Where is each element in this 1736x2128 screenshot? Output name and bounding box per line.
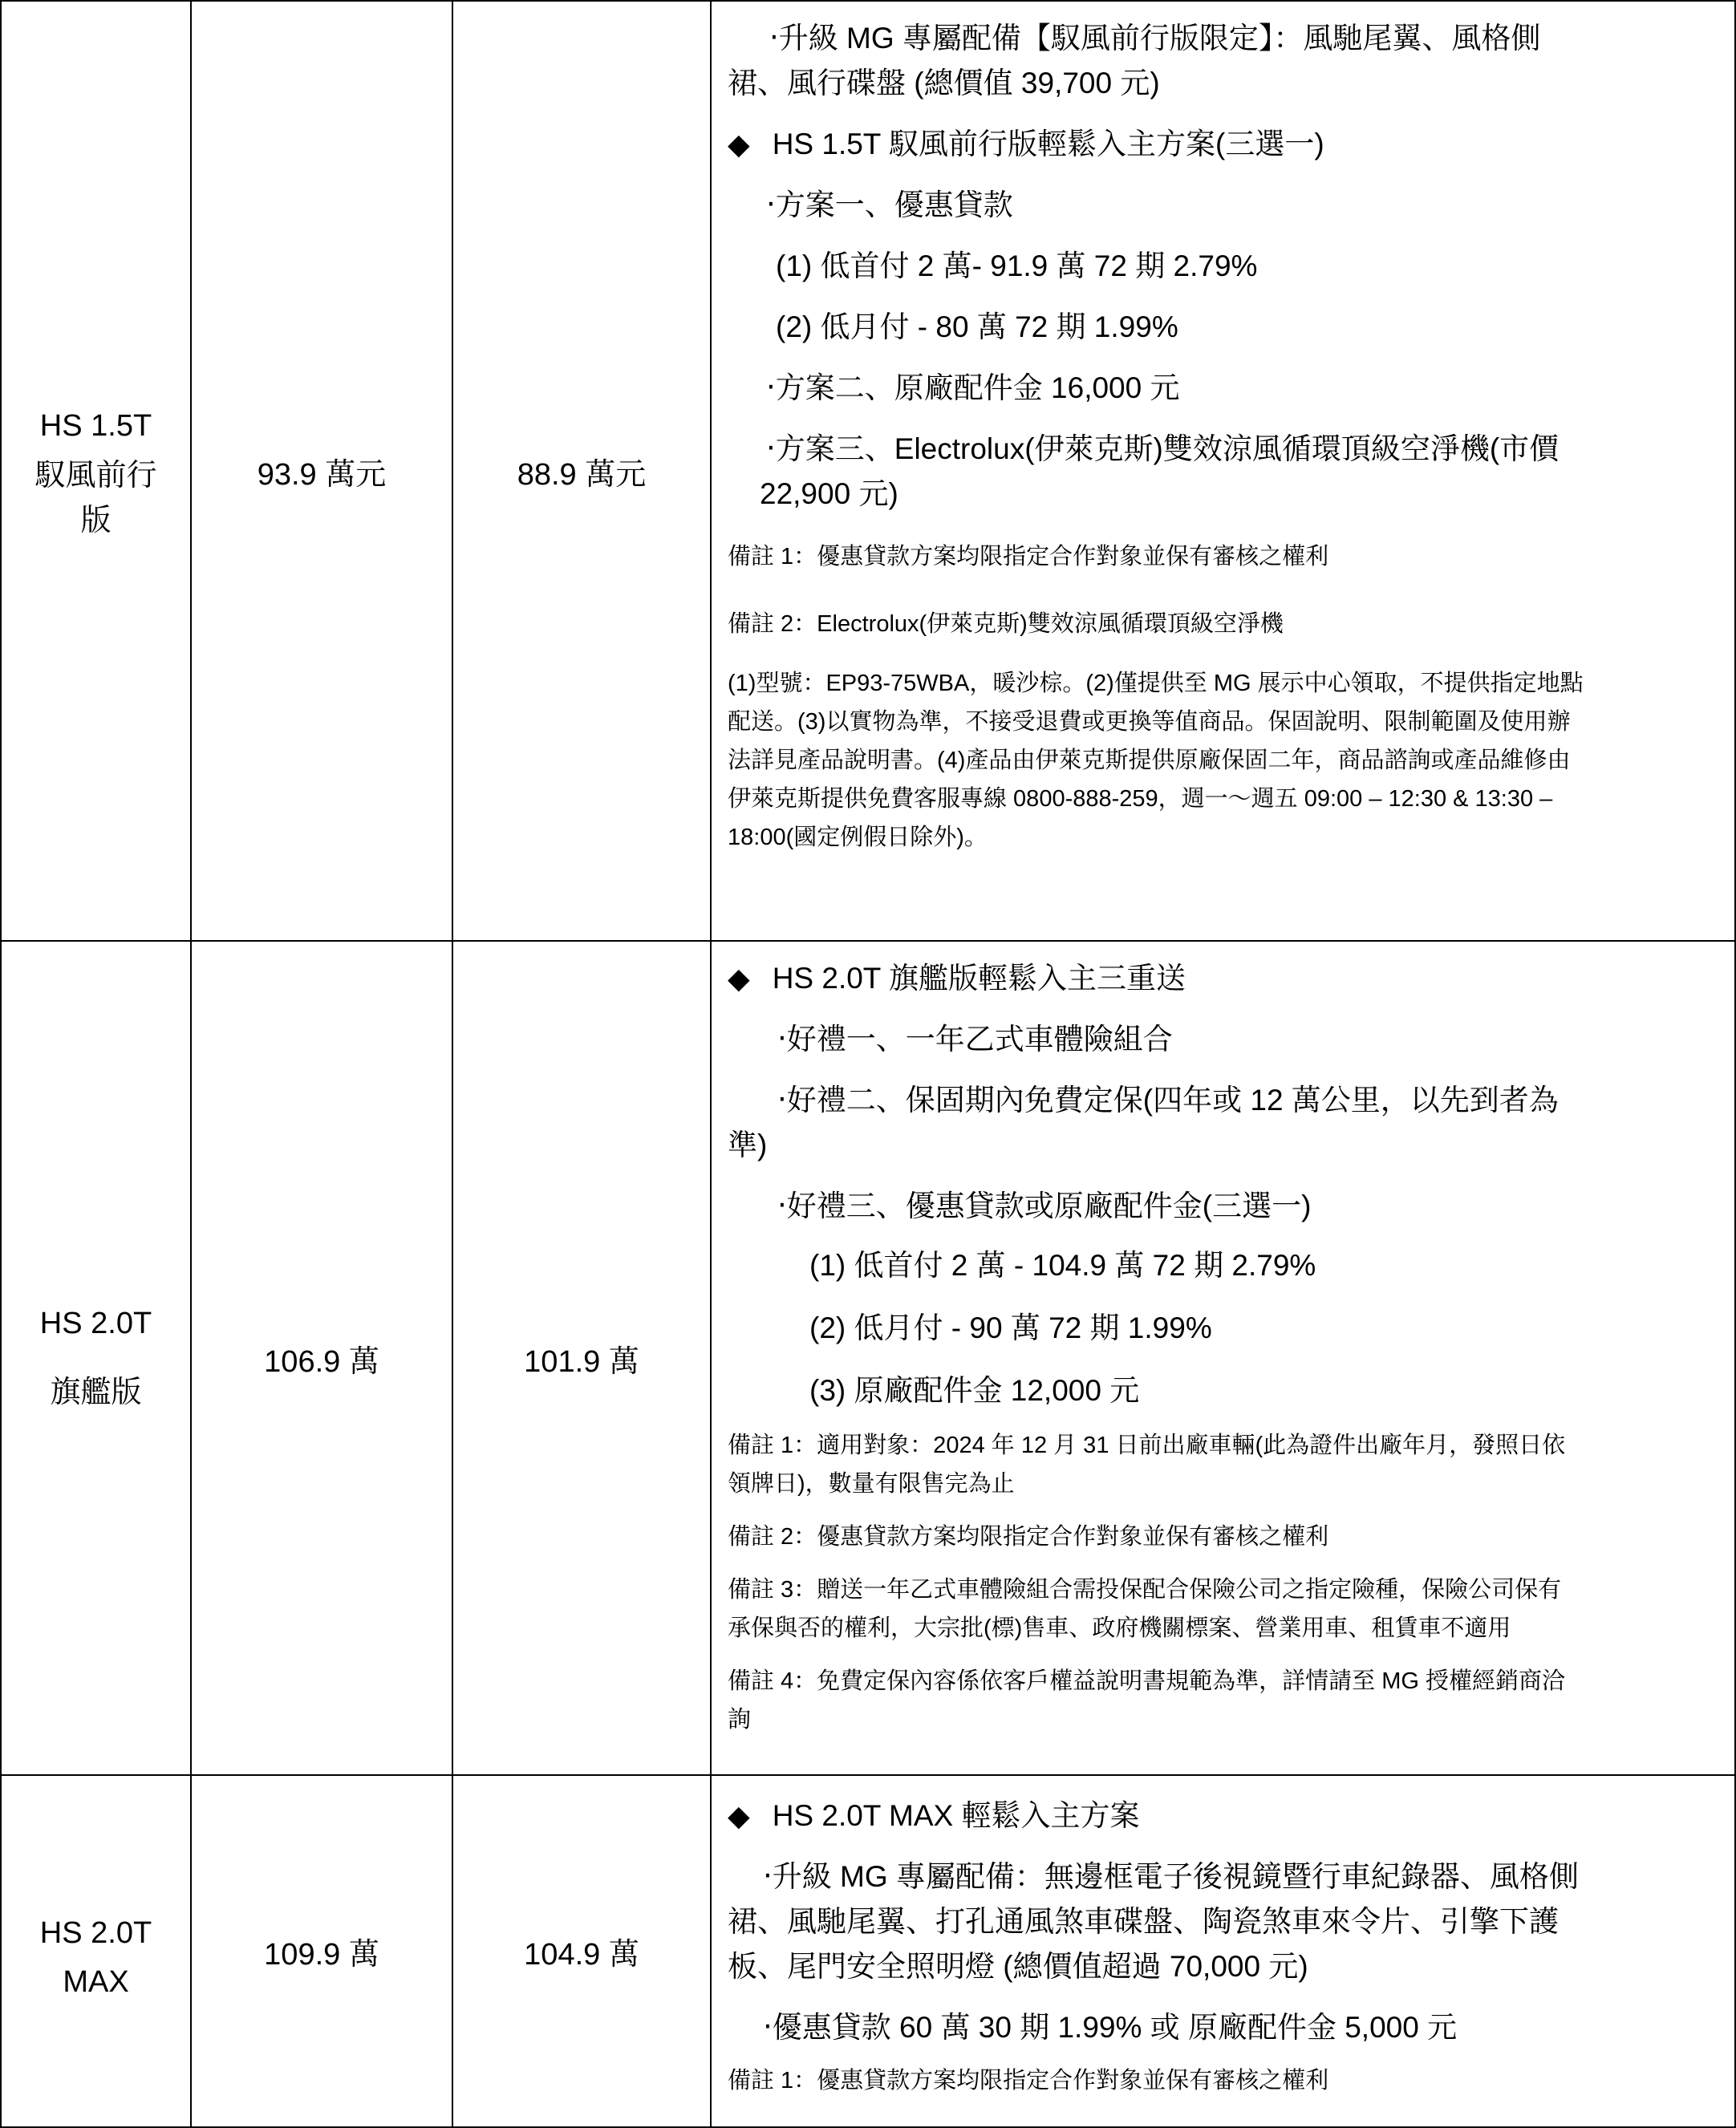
desc-line: (2) 低月付 - 90 萬 72 期 1.99% bbox=[809, 1311, 1212, 1344]
desc-line: ‧升級 MG 專屬配備：無邊框電子後視鏡暨行車紀錄器、風格側 bbox=[763, 1860, 1579, 1893]
desc-line: (1) 低首付 2 萬- 91.9 萬 72 期 2.79% bbox=[776, 249, 1258, 282]
model-name: HS 2.0T bbox=[39, 1915, 152, 1950]
desc-line: ‧優惠貸款 60 萬 30 期 1.99% 或 原廠配件金 5,000 元 bbox=[763, 2011, 1458, 2044]
promo-description bbox=[711, 1, 1735, 941]
promo-price: 101.9 萬 bbox=[452, 941, 711, 1775]
desc-line: ‧好禮三、優惠貸款或原廠配件金(三選一) bbox=[777, 1190, 1312, 1222]
note: 伊萊克斯提供免費客服專線 0800-888-259，週一～週五 09:00 – 12:30 & 13:30 – bbox=[728, 786, 1553, 812]
desc-line: ‧好禮二、保固期內免費定保(四年或 12 萬公里，以先到者為 bbox=[777, 1084, 1559, 1117]
desc-line: 板、尾門安全照明燈 (總價值超過 70,000 元) bbox=[728, 1950, 1308, 1983]
note: (1)型號：EP93-75WBA，暖沙棕。(2)僅提供至 MG 展示中心領取，不提供指定地點 bbox=[728, 671, 1584, 696]
model-name: HS 1.5T bbox=[39, 409, 152, 443]
promo-price: 104.9 萬 bbox=[452, 1775, 711, 2127]
table-row bbox=[1, 941, 1735, 1775]
desc-line: 22,900 元) bbox=[760, 477, 898, 510]
note: 承保與否的權利，大宗批(標)售車、政府機關標案、營業用車、租賃車不適用 bbox=[728, 1615, 1511, 1641]
diamond-bullet-icon: ◆ bbox=[728, 128, 750, 160]
table-row bbox=[1, 1775, 1735, 2127]
list-price: 93.9 萬元 bbox=[191, 1, 452, 941]
list-price: 106.9 萬 bbox=[191, 941, 452, 1775]
model-variant: 旗艦版 bbox=[50, 1376, 142, 1409]
desc-line: ‧方案二、原廠配件金 16,000 元 bbox=[766, 371, 1180, 404]
model-variant-cont: 版 bbox=[80, 504, 112, 537]
model-cell bbox=[1, 1775, 191, 2127]
note: 法詳見產品說明書。(4)產品由伊萊克斯提供原廠保固二年，商品諮詢或產品維修由 bbox=[728, 748, 1571, 773]
desc-line: (3) 原廠配件金 12,000 元 bbox=[809, 1374, 1140, 1407]
model-cell bbox=[1, 941, 191, 1775]
promo-description bbox=[711, 941, 1735, 1775]
desc-line: 裙、風行碟盤 (總價值 39,700 元) bbox=[728, 67, 1160, 99]
note: 備註 4：免費定保內容係依客戶權益說明書規範為準，詳情請至 MG 授權經銷商洽 bbox=[728, 1668, 1566, 1694]
diamond-bullet-icon: ◆ bbox=[728, 1799, 750, 1832]
plan-heading bbox=[728, 956, 1718, 1001]
model-variant: MAX bbox=[63, 1964, 129, 1999]
table-row bbox=[1, 1, 1735, 941]
plan-heading bbox=[728, 1794, 1718, 1838]
desc-line: ‧方案三、Electrolux(伊萊克斯)雙效涼風循環頂級空淨機(市價 bbox=[766, 432, 1560, 465]
desc-line: 準) bbox=[728, 1129, 768, 1161]
note: 詢 bbox=[728, 1707, 752, 1733]
desc-line: ‧升級 MG 專屬配備【馭風前行版限定】：風馳尾翼、風格側 bbox=[769, 22, 1541, 55]
diamond-bullet-icon: ◆ bbox=[728, 962, 750, 995]
model-cell bbox=[1, 1, 191, 941]
note: 18:00(國定例假日除外)。 bbox=[728, 825, 988, 850]
desc-line: ‧方案一、優惠貸款 bbox=[766, 188, 1013, 221]
note: 備註 1：優惠貸款方案均限指定合作對象並保有審核之權利 bbox=[728, 544, 1329, 569]
note: 配送。(3)以實物為準，不接受退費或更換等值商品。保固說明、限制範圍及使用辦 bbox=[728, 709, 1571, 735]
model-name: HS 2.0T bbox=[39, 1307, 152, 1340]
list-price: 109.9 萬 bbox=[191, 1775, 452, 2127]
plan-heading-text: HS 2.0T MAX 輕鬆入主方案 bbox=[772, 1799, 1140, 1832]
plan-heading bbox=[728, 122, 1718, 167]
desc-line: ‧好禮一、一年乙式車體險組合 bbox=[777, 1023, 1173, 1056]
model-variant: 馭風前行 bbox=[34, 459, 157, 492]
promo-description bbox=[711, 1775, 1735, 2127]
desc-line: (1) 低首付 2 萬 - 104.9 萬 72 期 2.79% bbox=[809, 1249, 1316, 1282]
note: 備註 3：贈送一年乙式車體險組合需投保配合保險公司之指定險種，保險公司保有 bbox=[728, 1577, 1562, 1603]
note: 備註 1：適用對象：2024 年 12 月 31 日前出廠車輛(此為證件出廠年月，發照日依 bbox=[728, 1433, 1566, 1458]
note: 領牌日)，數量有限售完為止 bbox=[728, 1471, 1015, 1497]
plan-heading-text: HS 1.5T 馭風前行版輕鬆入主方案(三選一) bbox=[772, 128, 1324, 160]
plan-heading-text: HS 2.0T 旗艦版輕鬆入主三重送 bbox=[772, 962, 1186, 995]
desc-line: (2) 低月付 - 80 萬 72 期 1.99% bbox=[776, 310, 1178, 343]
note: 備註 1：優惠貸款方案均限指定合作對象並保有審核之權利 bbox=[728, 2068, 1329, 2094]
note: 備註 2：優惠貸款方案均限指定合作對象並保有審核之權利 bbox=[728, 1524, 1329, 1550]
desc-line: 裙、風馳尾翼、打孔通風煞車碟盤、陶瓷煞車來令片、引擎下護 bbox=[728, 1905, 1559, 1938]
note: 備註 2：Electrolux(伊萊克斯)雙效涼風循環頂級空淨機 bbox=[728, 611, 1284, 637]
promo-price: 88.9 萬元 bbox=[452, 1, 711, 941]
